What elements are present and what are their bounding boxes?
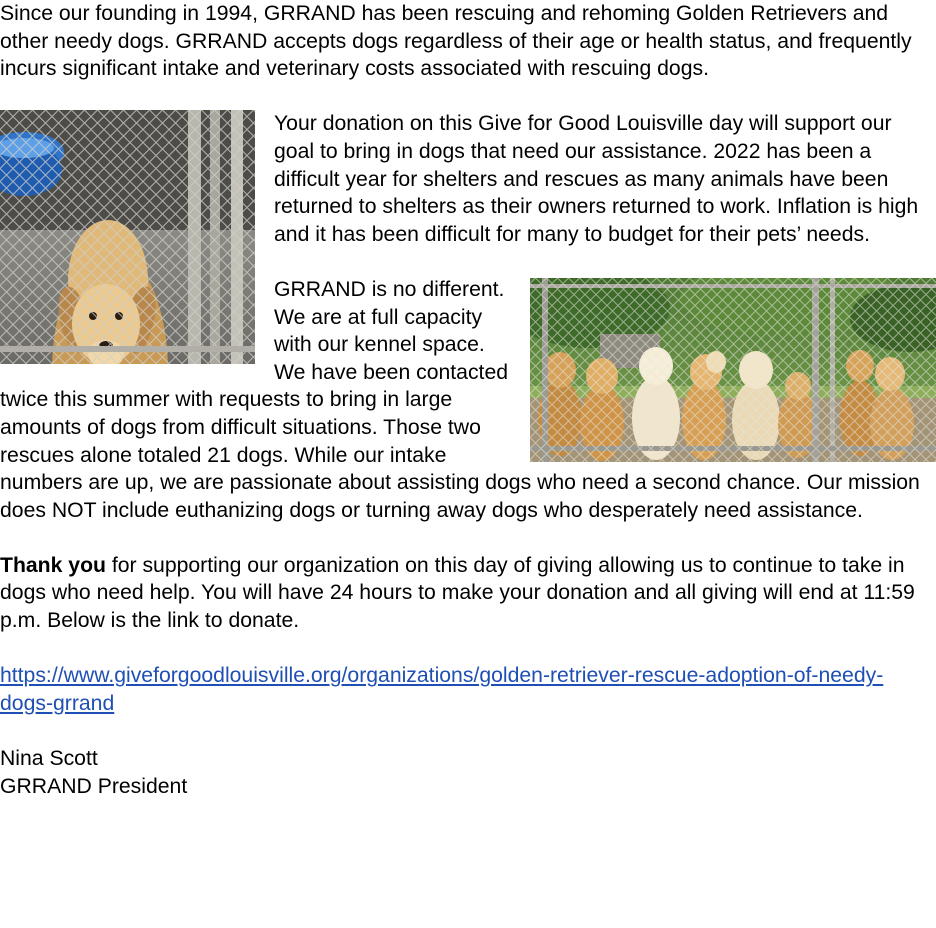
paragraph-spacer bbox=[0, 83, 936, 111]
donate-link[interactable]: https://www.giveforgoodlouisville.org/organizations/golden-retriever-rescue-adoption-of-needy-dogs-grrand bbox=[0, 664, 884, 715]
intro-paragraph: Since our founding in 1994, GRRAND has been rescuing and rehoming Golden Retrievers and other needy dogs. GRRAND accepts dogs regardless of their age or health status, and frequently incurs significant intake and veterinary costs associated with rescuing dogs. bbox=[0, 2, 912, 81]
golden-retriever-in-kennel-photo bbox=[0, 110, 255, 364]
paragraph-spacer bbox=[0, 635, 936, 663]
thank-you-text: for supporting our organization on this day of giving allowing us to continue to take in dogs who need help. You will have 24 hours to make your donation and all giving will end at 11:59 p.m. Below is the link to donate. bbox=[0, 553, 915, 633]
signature-title: GRRAND President bbox=[0, 774, 188, 798]
group-of-golden-retrievers-behind-fence-photo bbox=[530, 278, 936, 462]
paragraph-spacer bbox=[0, 717, 936, 745]
support-paragraph: Your donation on this Give for Good Louisville day will support our goal to bring in dogs that need our assistance. 2022 has been a difficult year for shelters and rescues as many animals have been returned to shelters as their owners returned to work. Inflation is high and it has been difficult for many to budget for their pets’ needs. bbox=[274, 112, 919, 246]
donate-link-paragraph bbox=[0, 662, 936, 717]
paragraph-spacer bbox=[0, 524, 936, 552]
thank-you-bold: Thank you bbox=[0, 553, 106, 577]
capacity-paragraph: GRRAND is no different. We are at full capacity with our kennel space. We have been contacted twice this summer with requests to bring in large amounts of dogs from difficult situations. Those two rescues alone totaled 21 dogs. While our intake numbers are up, we are passionate about assisting dogs who need a second chance. Our mission does NOT include euthanizing dogs or turning away dogs who desperately need assistance. bbox=[0, 277, 920, 522]
thank-you-paragraph bbox=[0, 552, 936, 635]
signature-name: Nina Scott bbox=[0, 747, 98, 771]
